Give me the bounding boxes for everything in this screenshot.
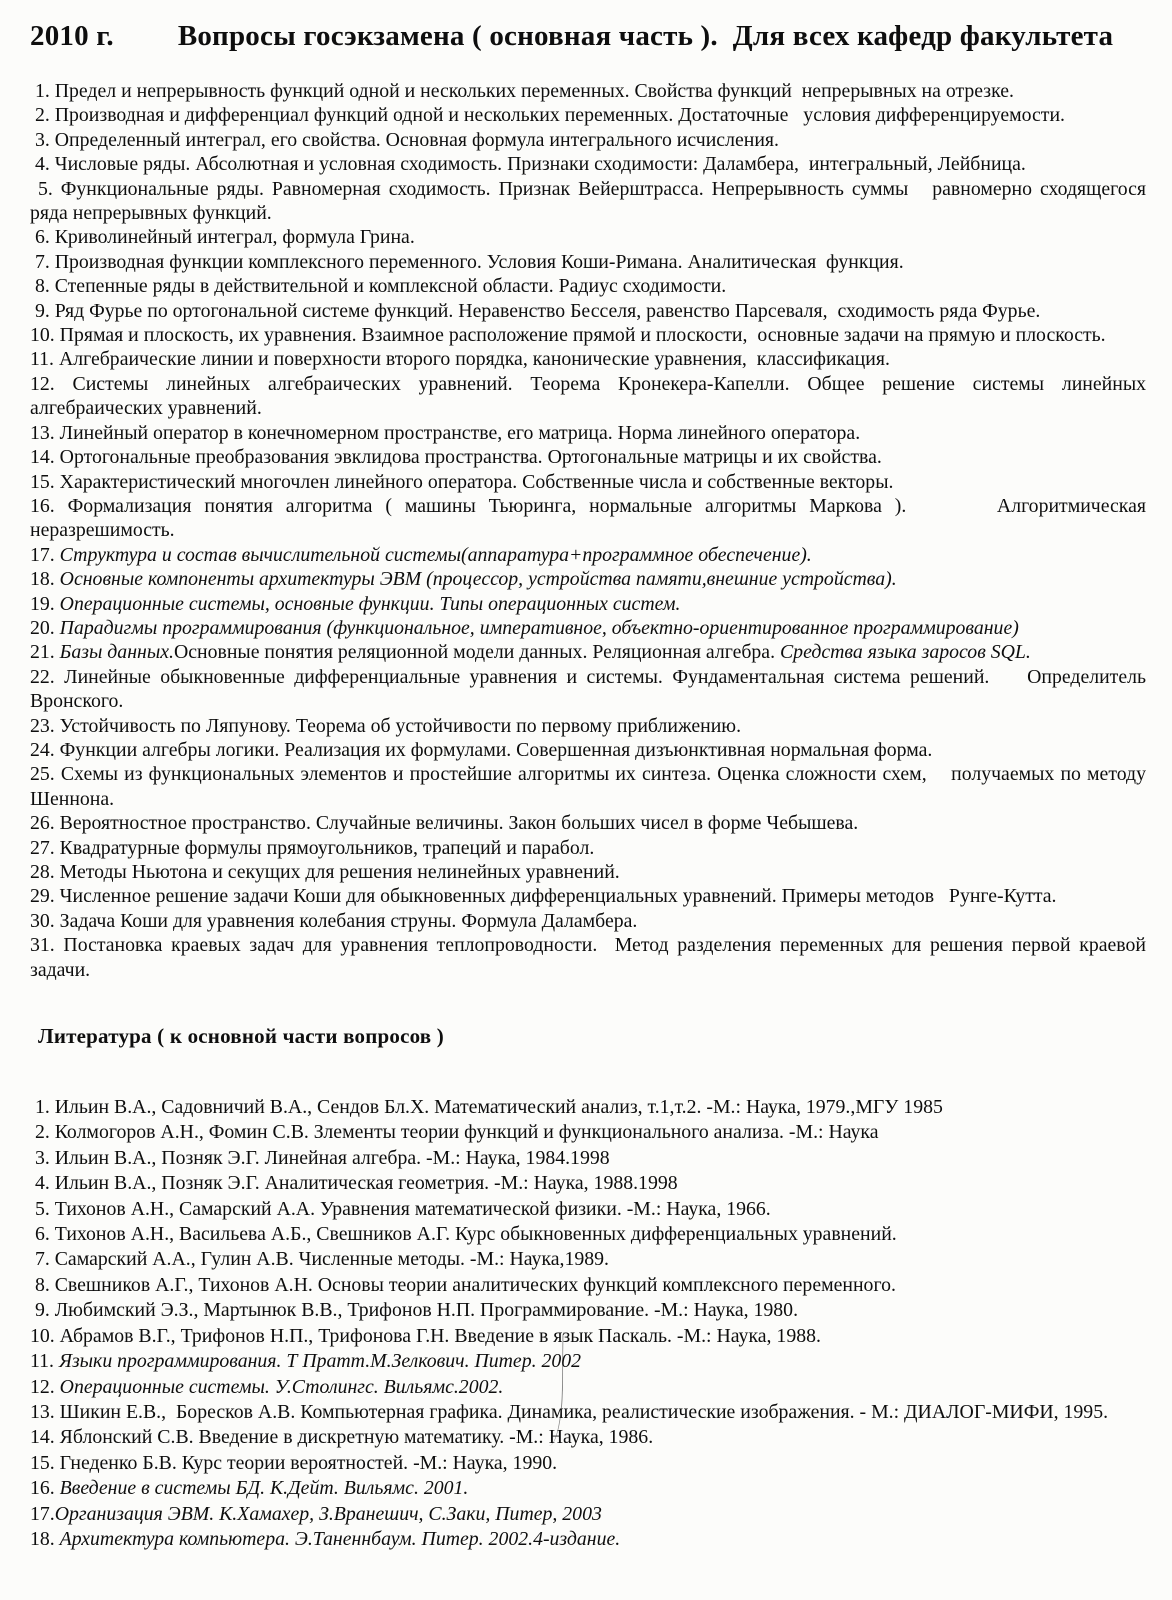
- title-text: Вопросы госэкзамена ( основная часть ). Для всех кафедр факультета: [177, 20, 1114, 52]
- item-number: 9.: [30, 1299, 50, 1322]
- item-text: Тихонов А.Н., Васильева А.Б., Свешников А.Г. Курс обыкновенных дифференциальных уравнений.: [49, 1223, 897, 1246]
- item-text: Колмогоров А.Н., Фомин С.В. Злементы теории функций и функционального анализа. -М.: Наука: [49, 1121, 879, 1144]
- document-title: [30, 20, 1146, 53]
- item-number: 16.: [30, 1477, 55, 1500]
- question-item: [30, 616, 1146, 640]
- item-number: 11.: [30, 348, 54, 371]
- question-item: [30, 299, 1146, 323]
- item-text: Предел и непрерывность функций одной и нескольких переменных. Свойства функций непрерывных на отрезке.: [49, 80, 1014, 102]
- item-text: Системы линейных алгебраических уравнений. Теорема Кронекера-Капелли. Общее решение системы линейных алгебраических уравнений.: [30, 372, 1146, 420]
- item-text: Свешников А.Г., Тихонов А.Н. Основы теории аналитических функций комплексного переменного.: [49, 1273, 896, 1296]
- item-number: 2.: [30, 104, 50, 127]
- item-number: 8.: [30, 275, 50, 298]
- item-number: 10.: [30, 324, 55, 347]
- item-text: Производная и дифференциал функций одной и нескольких переменных. Достаточные условия дифференцируемости.: [49, 104, 1065, 127]
- item-text: Ильин В.А., Садовничий В.А., Сендов Бл.Х. Математический анализ, т.1,т.2. -М.: Наука, 1979.,МГУ 1985: [49, 1096, 943, 1119]
- literature-item: [30, 1095, 1146, 1120]
- literature-item: [30, 1171, 1146, 1196]
- item-text: Алгебраические линии и поверхности второго порядка, канонические уравнения, классификация.: [54, 348, 890, 371]
- item-number: 14.: [30, 446, 55, 469]
- question-item: [30, 323, 1146, 347]
- item-number: 13.: [30, 1400, 55, 1423]
- item-number: 4.: [30, 1172, 50, 1195]
- question-item: [30, 250, 1146, 274]
- question-item: [30, 421, 1146, 445]
- literature-item: [30, 1222, 1146, 1247]
- item-text: Ортогональные преобразования эвклидова пространства. Ортогональные матрицы и их свойства.: [54, 446, 882, 469]
- question-item: [30, 152, 1146, 176]
- literature-item: [30, 1476, 1146, 1501]
- item-number: 30.: [30, 909, 55, 932]
- item-text: Введение в системы БД. К.Дейт. Вильямс. 2001.: [54, 1477, 469, 1500]
- literature-item: [30, 1400, 1146, 1425]
- question-item: [30, 714, 1146, 738]
- question-item: [30, 860, 1146, 884]
- item-number: 11.: [30, 1350, 54, 1373]
- question-item: [30, 79, 1146, 103]
- item-text: Числовые ряды. Абсолютная и условная сходимость. Признаки сходимости: Даламбера, интегральный, Лейбница.: [49, 153, 1026, 176]
- item-text: Парадигмы программирования (функциональное, императивное, объектно-ориентированное программирование): [54, 616, 1019, 639]
- item-number: 28.: [30, 861, 55, 883]
- item-number: 18.: [30, 568, 55, 591]
- literature-item: [30, 1273, 1146, 1298]
- literature-list: [30, 1095, 1146, 1552]
- literature-item: [30, 1247, 1146, 1272]
- question-item: [30, 640, 1146, 664]
- question-item: [30, 909, 1146, 933]
- item-number: 17.: [30, 543, 55, 566]
- item-number: 15.: [30, 470, 55, 493]
- item-number: 9.: [30, 299, 50, 322]
- item-text: Схемы из функциональных элементов и простейшие алгоритмы их синтеза. Оценка сложности схем, получаемых по методу Шеннона.: [30, 763, 1146, 810]
- question-item: [30, 592, 1146, 616]
- item-text: Производная функции комплексного переменного. Условия Коши-Римана. Аналитическая функция.: [49, 250, 904, 273]
- item-text: Вероятностное пространство. Случайные величины. Закон больших чисел в форме Чебышева.: [54, 812, 859, 835]
- item-text: Функциональные ряды. Равномерная сходимость. Признак Вейерштрасса. Непрерывность суммы равномерно сходящегося ряда непрерывных функций.: [30, 177, 1147, 225]
- item-text: Гнеденко Б.В. Курс теории вероятностей. -М.: Наука, 1990.: [54, 1451, 558, 1474]
- literature-item: [30, 1298, 1146, 1323]
- item-text: Структура и состав вычислительной системы(аппаратура+программное обеспечение).: [54, 543, 812, 566]
- item-number: 17.: [30, 1502, 55, 1525]
- question-item: [30, 665, 1146, 714]
- item-text: Устойчивость по Ляпунову. Теорема об устойчивости по первому приближению.: [54, 714, 742, 737]
- literature-item: [30, 1146, 1146, 1171]
- item-text: Функции алгебры логики. Реализация их формулами. Совершенная дизъюнктивная нормальная форма.: [54, 738, 933, 761]
- item-number: 7.: [30, 1248, 50, 1271]
- question-item: [30, 543, 1146, 567]
- item-text: Квадратурные формулы прямоугольников, трапеций и парабол.: [54, 836, 595, 859]
- question-item: [30, 225, 1146, 249]
- item-text: Ильин В.А., Позняк Э.Г. Линейная алгебра. -М.: Наука, 1984.1998: [49, 1146, 610, 1169]
- item-number: 29.: [30, 885, 55, 908]
- item-text: Формализация понятия алгоритма ( машины Тьюринга, нормальные алгоритмы Маркова ). Алгоритмическая неразрешимость.: [30, 494, 1146, 542]
- item-number: 27.: [30, 836, 55, 859]
- item-text: Задача Коши для уравнения колебания струны. Формула Даламбера.: [54, 909, 638, 932]
- question-item: [30, 494, 1146, 543]
- item-number: 24.: [30, 738, 55, 761]
- item-number: 12.: [30, 1375, 55, 1398]
- literature-item: [30, 1197, 1146, 1222]
- question-item: [30, 347, 1146, 371]
- item-text: Базы данных.: [54, 641, 174, 664]
- item-text: Характеристический многочлен линейного оператора. Собственные числа и собственные векторы.: [54, 470, 894, 493]
- question-item: [30, 445, 1146, 469]
- item-number: 16.: [30, 494, 55, 517]
- item-text: Организация ЭВМ. К.Хамахер, З.Вранешич, С.Заки, Питер, 2003: [54, 1502, 602, 1525]
- item-number: 25.: [30, 763, 55, 786]
- item-text: Линейные обыкновенные дифференциальные уравнения и системы. Фундаментальная система решений. Определитель Вронского.: [30, 665, 1146, 713]
- item-text: Численное решение задачи Коши для обыкновенных дифференциальных уравнений. Примеры методов Рунге-Кутта.: [54, 885, 1057, 908]
- year-label: 2010 г.: [30, 20, 114, 52]
- literature-item: [30, 1527, 1146, 1552]
- literature-item: [30, 1120, 1146, 1145]
- item-text: Операционные системы. У.Столингс. Вильямс.2002.: [54, 1375, 504, 1398]
- item-number: 26.: [30, 812, 55, 835]
- item-number: 31.: [30, 934, 55, 957]
- item-text: Основные понятия реляционной модели данных. Реляционная алгебра.: [173, 641, 780, 664]
- question-item: [30, 762, 1146, 811]
- literature-item: [30, 1324, 1146, 1349]
- question-item: [30, 372, 1146, 421]
- item-number: 10.: [30, 1324, 55, 1347]
- item-number: 14.: [30, 1426, 55, 1449]
- question-item: [30, 567, 1146, 591]
- item-number: 6.: [30, 226, 50, 249]
- item-number: 1.: [30, 1096, 50, 1119]
- item-number: 18.: [30, 1527, 55, 1550]
- item-number: 8.: [30, 1273, 50, 1296]
- question-item: [30, 103, 1146, 127]
- item-number: 1.: [30, 80, 50, 102]
- item-number: 19.: [30, 592, 55, 615]
- question-item: [30, 738, 1146, 762]
- item-number: 13.: [30, 421, 55, 444]
- item-text: Линейный оператор в конечномерном пространстве, его матрица. Норма линейного оператора.: [54, 421, 861, 444]
- literature-item: [30, 1349, 1146, 1374]
- literature-heading: Литература ( к основной части вопросов ): [38, 1024, 444, 1049]
- item-text: Криволинейный интеграл, формула Грина.: [49, 226, 415, 249]
- item-text: Абрамов В.Г., Трифонов Н.П., Трифонова Г.Н. Введение в язык Паскаль. -М.: Наука, 1988.: [54, 1324, 821, 1347]
- item-number: 12.: [30, 372, 55, 395]
- item-text: Ильин В.А., Позняк Э.Г. Аналитическая геометрия. -М.: Наука, 1988.1998: [49, 1172, 678, 1195]
- item-text: Ряд Фурье по ортогональной системе функций. Неравенство Бесселя, равенство Парсеваля, сходимость ряда Фурье.: [49, 299, 1041, 322]
- literature-item: [30, 1502, 1146, 1527]
- item-number: 7.: [30, 250, 50, 273]
- question-item: [30, 177, 1146, 226]
- question-item: [30, 811, 1146, 835]
- item-number: 2.: [30, 1121, 50, 1144]
- item-number: 4.: [30, 153, 50, 176]
- item-number: 3.: [30, 128, 50, 151]
- item-text: Языки программирования. Т Пратт.М.Зелкович. Питер. 2002: [54, 1350, 582, 1373]
- item-number: 5.: [30, 1197, 50, 1220]
- item-text: Основные компоненты архитектуры ЭВМ (процессор, устройства памяти,внешние устройства).: [54, 568, 897, 591]
- item-number: 21.: [30, 641, 55, 664]
- literature-item: [30, 1451, 1146, 1476]
- item-text: Любимский Э.З., Мартынюк В.В., Трифонов Н.П. Программирование. -М.: Наука, 1980.: [49, 1299, 799, 1322]
- item-text: Степенные ряды в действительной и комплексной области. Радиус сходимости.: [49, 275, 727, 298]
- question-item: [30, 274, 1146, 298]
- item-text: Яблонский С.В. Введение в дискретную математику. -М.: Наука, 1986.: [54, 1426, 654, 1449]
- item-number: 23.: [30, 714, 55, 737]
- questions-list: [30, 79, 1146, 982]
- item-text: Определенный интеграл, его свойства. Основная формула интегрального исчисления.: [49, 128, 779, 151]
- question-item: [30, 933, 1146, 982]
- question-item: [30, 836, 1146, 860]
- item-number: 15.: [30, 1451, 55, 1474]
- item-number: 5.: [30, 177, 53, 200]
- question-item: [30, 128, 1146, 152]
- item-text: Тихонов А.Н., Самарский А.А. Уравнения математической физики. -М.: Наука, 1966.: [49, 1197, 771, 1220]
- item-number: 20.: [30, 616, 55, 639]
- item-text: Операционные системы, основные функции. Типы операционных систем.: [54, 592, 681, 615]
- item-number: 3.: [30, 1146, 50, 1169]
- item-text: Средства языка заросов SQL.: [779, 641, 1031, 664]
- item-text: Шикин Е.В., Боресков А.В. Компьютерная графика. Динамика, реалистические изображения. - М.: ДИАЛОГ-МИФИ, 1995.: [54, 1400, 1109, 1423]
- literature-item: [30, 1425, 1146, 1450]
- item-text: Постановка краевых задач для уравнения теплопроводности. Метод разделения переменных для решения первой краевой задачи.: [30, 934, 1146, 981]
- item-text: Самарский А.А., Гулин А.В. Численные методы. -М.: Наука,1989.: [49, 1248, 609, 1271]
- item-number: 22.: [30, 665, 55, 688]
- item-text: Методы Ньютона и секущих для решения нелинейных уравнений.: [54, 861, 620, 883]
- item-text: Архитектура компьютера. Э.Таненнбаум. Питер. 2002.4-издание.: [54, 1527, 621, 1550]
- question-item: [30, 470, 1146, 494]
- item-text: Прямая и плоскость, их уравнения. Взаимное расположение прямой и плоскости, основные задачи на прямую и плоскость.: [54, 324, 1106, 347]
- literature-item: [30, 1375, 1146, 1400]
- question-item: [30, 884, 1146, 908]
- item-number: 6.: [30, 1223, 50, 1246]
